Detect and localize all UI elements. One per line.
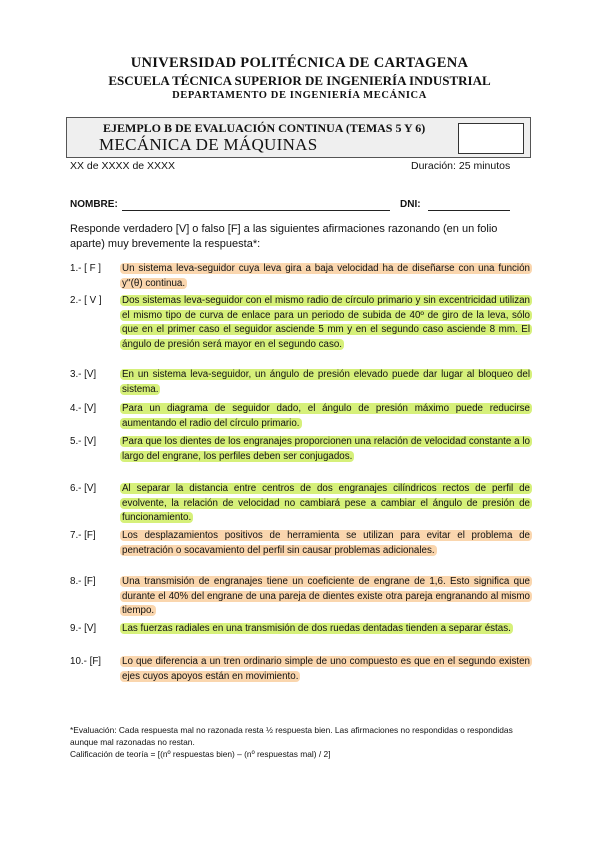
question-text: Para que los dientes de los engranajes proporcionen una relación de velocidad constante a lo largo del engrane, los perfiles deben ser conjugados. bbox=[122, 436, 530, 462]
question-text: Al separar la distancia entre centros de dos engranajes cilíndricos rectos de perfil de evolvente, la relación de velocidad no cambiará pese a cambiar el ángulo de presión de funcionamiento. bbox=[122, 483, 530, 523]
title-box bbox=[66, 117, 531, 158]
question-text: Para un diagrama de seguidor dado, el ángulo de presión máximo puede reducirse aumentando el radio del círculo primario. bbox=[122, 403, 530, 429]
question-number: 3.- [V] bbox=[70, 369, 97, 380]
question-number: 9.- [V] bbox=[70, 623, 97, 634]
question-number: 5.- [V] bbox=[70, 436, 97, 447]
question-number: 10.- [F] bbox=[70, 656, 102, 667]
question-text: Un sistema leva-seguidor cuya leva gira a baja velocidad ha de diseñarse con una función y''(θ) continua. bbox=[122, 263, 530, 289]
name-field[interactable] bbox=[122, 210, 390, 211]
dni-field[interactable] bbox=[428, 210, 510, 211]
question-text: Lo que diferencia a un tren ordinario simple de uno compuesto es que en el segundo existen ejes cuyos apoyos están en movimiento. bbox=[122, 656, 530, 682]
question-text: Dos sistemas leva-seguidor con el mismo radio de círculo primario y sin excentricidad utilizan el mismo tipo de curva de enlace para un periodo de subida de 40º de giro de la leva, sólo que en el primer caso el seguidor asciende 5 mm y en el segundo caso asciende 8 mm. El ángulo de presión será mayor en el segundo caso. bbox=[122, 295, 530, 350]
dni-label: DNI: bbox=[400, 199, 421, 210]
university-name: UNIVERSIDAD POLITÉCNICA DE CARTAGENA bbox=[130, 55, 469, 71]
question-number: 2.- [ V ] bbox=[70, 295, 102, 306]
footnote-grading-formula: Calificación de teoría = [(nº respuestas bien) – (nº respuestas mal) / 2] bbox=[70, 749, 331, 759]
exam-date: XX de XXXX de XXXX bbox=[70, 160, 176, 172]
school-name: ESCUELA TÉCNICA SUPERIOR DE INGENIERÍA INDUSTRIAL bbox=[108, 73, 491, 88]
question-text: Los desplazamientos positivos de herramienta se utilizan para evitar el problema de penetración o socavamiento del perfil sin causar problemas adicionales. bbox=[122, 530, 530, 556]
question-number: 7.- [F] bbox=[70, 530, 96, 541]
question-text: Una transmisión de engranajes tiene un coeficiente de engrane de 1,6. Esto significa que durante el 40% del engrane de una pareja de dientes existe otra pareja engranando al mismo tiempo. bbox=[122, 576, 530, 616]
question-number: 1.- [ F ] bbox=[70, 263, 102, 274]
department-name: DEPARTAMENTO DE INGENIERÍA MECÁNICA bbox=[172, 90, 427, 101]
student-info-row bbox=[70, 199, 530, 213]
grade-box[interactable] bbox=[458, 123, 524, 154]
question-number: 4.- [V] bbox=[70, 403, 97, 414]
question-number: 8.- [F] bbox=[70, 576, 96, 587]
footnote bbox=[70, 724, 530, 760]
question-text: En un sistema leva-seguidor, un ángulo de presión elevado puede dar lugar al bloqueo del sistema. bbox=[122, 369, 530, 395]
footnote-evaluation: *Evaluación: Cada respuesta mal no razonada resta ½ respuesta bien. Las afirmaciones no respondidas o respondidas aunque mal razonadas no restan. bbox=[70, 725, 513, 747]
course-title: MECÁNICA DE MÁQUINAS bbox=[99, 135, 318, 154]
question-text: Las fuerzas radiales en una transmisión de dos ruedas dentadas tienden a separar éstas. bbox=[122, 623, 511, 634]
question-number: 6.- [V] bbox=[70, 483, 97, 494]
name-label: NOMBRE: bbox=[70, 199, 118, 210]
exam-subtitle: EJEMPLO B DE EVALUACIÓN CONTINUA (TEMAS 5 Y 6) bbox=[103, 121, 426, 135]
exam-duration: Duración: 25 minutos bbox=[411, 160, 511, 172]
instructions: Responde verdadero [V] o falso [F] a las siguientes afirmaciones razonando (en un folio aparte) muy brevemente la respuesta*: bbox=[70, 223, 498, 250]
